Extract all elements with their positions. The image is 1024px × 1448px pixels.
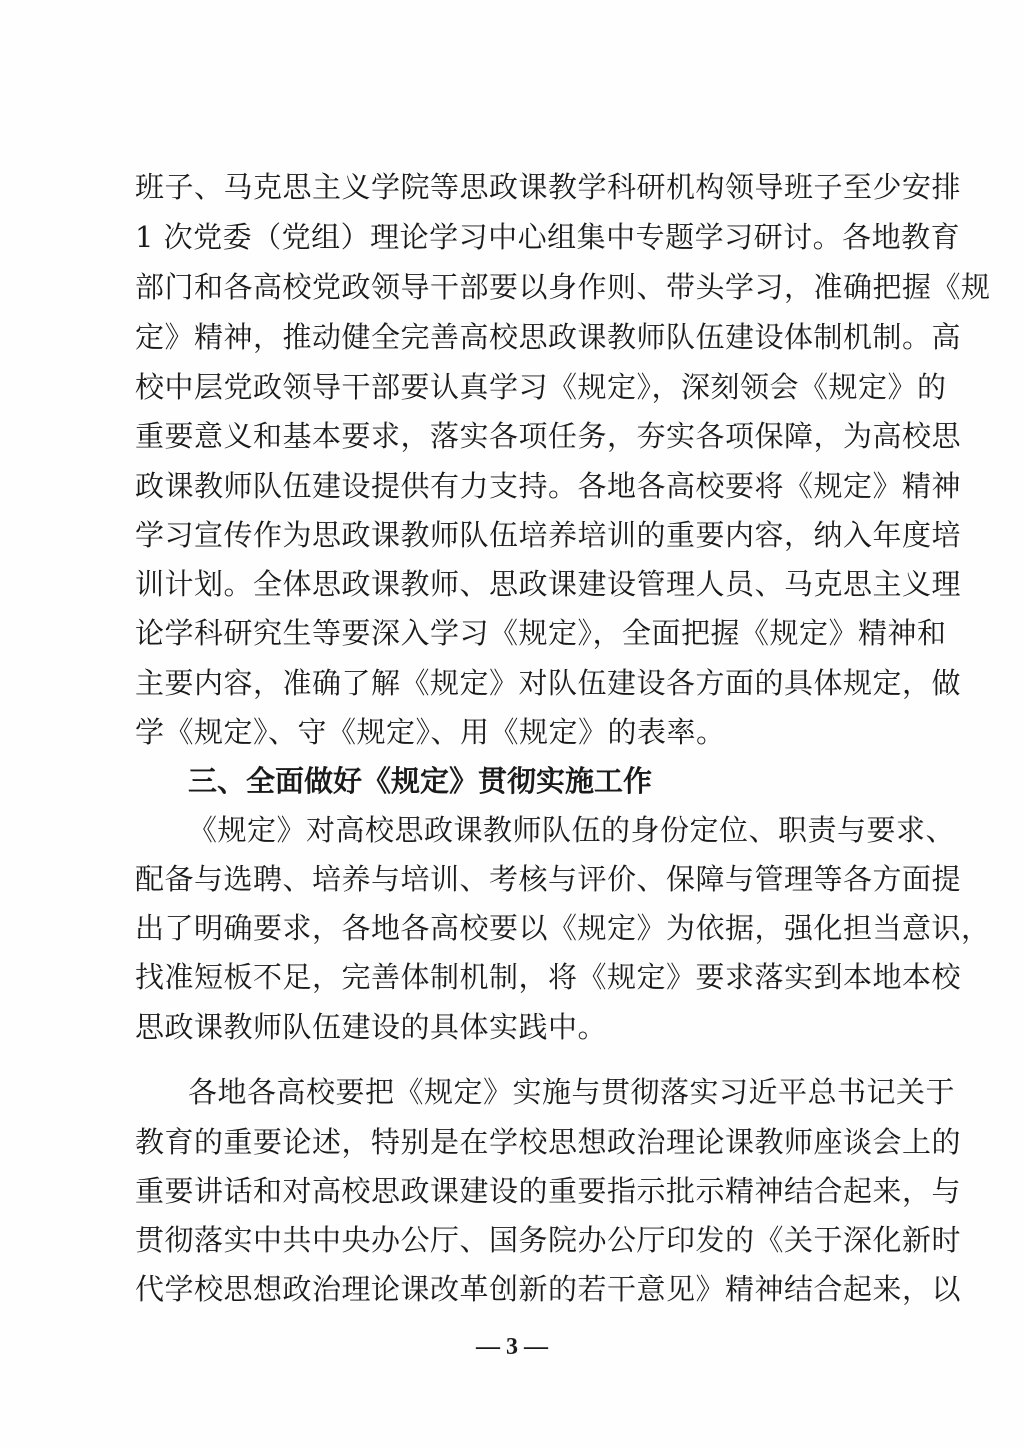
text-line: 1 次党委（党组）理论学习中心组集中专题学习研讨。各地教育 xyxy=(135,220,961,254)
page-number: — 3 — xyxy=(476,1334,548,1360)
text-line: 政课教师队伍建设提供有力支持。各地各高校要将《规定》精神 xyxy=(135,469,962,503)
text-line: 找准短板不足，完善体制机制，将《规定》要求落实到本地本校 xyxy=(135,960,962,994)
text-line: 主要内容，准确了解《规定》对队伍建设各方面的具体规定，做 xyxy=(135,666,962,700)
text-line: 班子、马克思主义学院等思政课教学科研机构领导班子至少安排 xyxy=(135,170,962,204)
text-line: 重要讲话和对高校思政课建设的重要指示批示精神结合起来，与 xyxy=(135,1174,962,1208)
text-line: 贯彻落实中共中央办公厅、国务院办公厅印发的《关于深化新时 xyxy=(135,1223,962,1257)
text-line: 各地各高校要把《规定》实施与贯彻落实习近平总书记关于 xyxy=(188,1075,956,1109)
text-line: 校中层党政领导干部要认真学习《规定》，深刻领会《规定》的 xyxy=(135,370,947,404)
text-line: 论学科研究生等要深入学习《规定》，全面把握《规定》精神和 xyxy=(135,616,947,650)
text-line: 训计划。全体思政课教师、思政课建设管理人员、马克思主义理 xyxy=(135,567,962,601)
text-line: 代学校思想政治理论课改革创新的若干意见》精神结合起来，以 xyxy=(135,1272,962,1306)
text-line: 思政课教师队伍建设的具体实践中。 xyxy=(135,1010,608,1044)
text-line: 重要意义和基本要求，落实各项任务，夯实各项保障，为高校思 xyxy=(135,419,962,453)
text-line: 学《规定》、守《规定》、用《规定》的表率。 xyxy=(135,715,726,749)
text-line: 出了明确要求，各地各高校要以《规定》为依据，强化担当意识， xyxy=(135,911,991,945)
section-heading: 三、全面做好《规定》贯彻实施工作 xyxy=(188,764,653,798)
text-line: 学习宣传作为思政课教师队伍培养培训的重要内容，纳入年度培 xyxy=(135,518,962,552)
text-line: 教育的重要论述，特别是在学校思想政治理论课教师座谈会上的 xyxy=(135,1125,962,1159)
text-line: 配备与选聘、培养与培训、考核与评价、保障与管理等各方面提 xyxy=(135,862,962,896)
text-line: 部门和各高校党政领导干部要以身作则、带头学习，准确把握《规 xyxy=(135,270,991,304)
text-line: 《规定》对高校思政课教师队伍的身份定位、职责与要求、 xyxy=(188,813,956,847)
text-line: 定》精神，推动健全完善高校思政课教师队伍建设体制机制。高 xyxy=(135,320,962,354)
